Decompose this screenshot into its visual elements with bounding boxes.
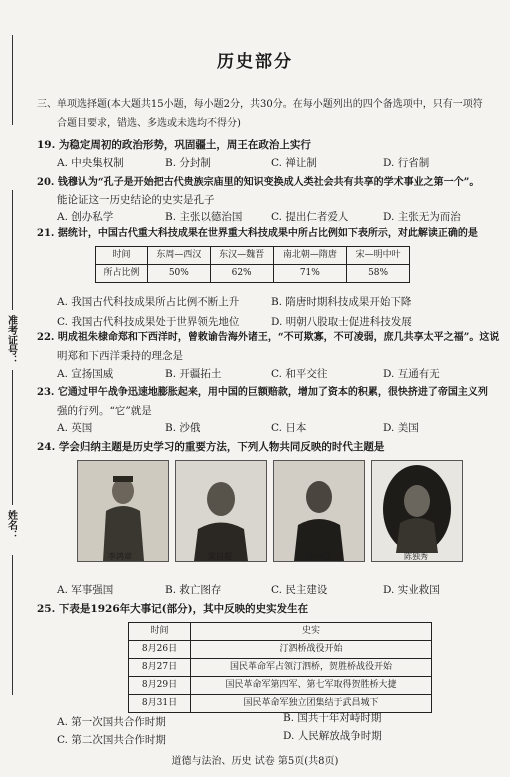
table-cell: 71% — [273, 265, 347, 283]
q24-option-b: B. 救亡图存 — [165, 584, 222, 596]
q19-option-d: D. 行省制 — [383, 157, 430, 169]
q23-option-a: A. 英国 — [57, 422, 93, 434]
table-cell: 国民革命军占领汀泗桥，贺胜桥战役开始 — [191, 659, 432, 677]
q24-option-d: D. 实业救国 — [383, 584, 440, 596]
q22-option-d: D. 互通有无 — [383, 368, 440, 380]
table-cell: 8月31日 — [129, 695, 191, 713]
q23-option-b: B. 沙俄 — [165, 422, 201, 434]
table-row — [96, 265, 410, 283]
portrait-liang-qichao — [175, 460, 267, 562]
table-row — [129, 641, 432, 659]
table-cell: 国民革命军独立团集结于武昌城下 — [191, 695, 432, 713]
q19-stem: 19. 为稳定周初的政治形势，巩固疆土，周王在政治上实行 — [37, 139, 311, 151]
q20-option-d: D. 主张无为而治 — [383, 211, 461, 223]
binding-line — [12, 35, 13, 125]
exam-number-label: 准考证号： — [5, 315, 17, 365]
q19-option-a: A. 中央集权制 — [57, 157, 124, 169]
table-row — [129, 659, 432, 677]
table-cell: 汀泗桥战役开始 — [191, 641, 432, 659]
table-cell: 国民革命军第四军、第七军取得贺胜桥大捷 — [191, 677, 432, 695]
table-header-row — [129, 623, 432, 641]
q21-option-d: D. 明朝八股取士促进科技发展 — [271, 316, 412, 328]
table-cell: 58% — [347, 265, 410, 283]
q24-stem: 24. 学会归纳主题是历史学习的重要方法，下列人物共同反映的时代主题是 — [37, 441, 385, 453]
table-cell: 所占比例 — [96, 265, 148, 283]
table-cell: 时间 — [96, 247, 148, 265]
q23-stem-line1: 23. 它通过甲午战争迅速地膨胀起来，用中国的巨额赔款，增加了资本的积累，很快挤进了帝国主义列 — [37, 387, 488, 398]
section-instructions-line1: 三、单项选择题(本大题共15小题，每小题2分，共30分。在每小题列出的四个备选项中，只有一项符 — [37, 99, 483, 110]
section-instructions-line2: 合题目要求，错选、多选或未选均不得分) — [57, 118, 241, 129]
table-row — [129, 677, 432, 695]
table-cell: 8月26日 — [129, 641, 191, 659]
binding-line — [12, 190, 13, 310]
q23-option-d: D. 美国 — [383, 422, 419, 434]
table-cell: 史实 — [191, 623, 432, 641]
caption-chen-duxiu: 陈独秀 — [404, 552, 428, 561]
q24-option-a: A. 军事强国 — [57, 584, 114, 596]
table-cell: 东汉—魏晋 — [210, 247, 273, 265]
q23-stem-line2: 强的行列。“它”就是 — [57, 405, 152, 417]
table-header-row — [96, 247, 410, 265]
q21-option-c: C. 我国古代科技成果处于世界领先地位 — [57, 316, 240, 328]
q20-stem-line2: 能论证这一历史结论的史实是孔子 — [57, 194, 215, 206]
q25-option-a: A. 第一次国共合作时期 — [57, 716, 166, 728]
portrait-li-hongzhang — [77, 460, 169, 562]
caption-liang-qichao: 梁启超 — [208, 552, 232, 561]
q22-option-c: C. 和平交往 — [271, 368, 328, 380]
q20-stem-line1: 20. 钱穆认为“孔子是开始把古代贵族宗庙里的知识变换成人类社会共有共享的学术事业之第一个”。 — [37, 177, 480, 188]
caption-li-hongzhang: 李鸿章 — [108, 552, 132, 561]
q25-option-b: B. 国共十年对峙时期 — [283, 712, 382, 724]
name-label: 姓名： — [5, 510, 17, 540]
q21-option-a: A. 我国古代科技成果所占比例不断上升 — [57, 296, 240, 308]
portrait-chen-duxiu — [371, 460, 463, 562]
table-cell: 时间 — [129, 623, 191, 641]
table-cell: 62% — [210, 265, 273, 283]
q25-stem: 25. 下表是1926年大事记(部分)，其中反映的史实发生在 — [37, 603, 309, 615]
page-footer: 道德与法治、历史 试卷 第5页(共8页) — [171, 756, 339, 767]
binding-line — [12, 555, 13, 695]
q20-option-c: C. 提出仁者爱人 — [271, 211, 349, 223]
table-row — [129, 695, 432, 713]
table-cell: 50% — [147, 265, 210, 283]
page-title: 历史部分 — [217, 52, 293, 72]
q21-option-b: B. 隋唐时期科技成果开始下降 — [271, 296, 412, 308]
q22-option-a: A. 宣扬国威 — [57, 368, 114, 380]
q20-option-a: A. 创办私学 — [57, 211, 114, 223]
table-cell: 东周—西汉 — [147, 247, 210, 265]
q25-events-table — [128, 622, 432, 713]
caption-sun-zhongshan: 孙中山 — [306, 552, 330, 561]
table-cell: 8月27日 — [129, 659, 191, 677]
q21-stats-table — [95, 246, 410, 283]
q22-stem-line2: 明郑和下西洋秉持的理念是 — [57, 350, 183, 362]
table-cell: 南北朝—隋唐 — [273, 247, 347, 265]
q23-option-c: C. 日本 — [271, 422, 307, 434]
portrait-sun-zhongshan — [273, 460, 365, 562]
q24-option-c: C. 民主建设 — [271, 584, 328, 596]
table-cell: 8月29日 — [129, 677, 191, 695]
binding-line — [12, 370, 13, 505]
q25-option-d: D. 人民解放战争时期 — [283, 730, 382, 742]
q21-stem: 21. 据统计，中国古代重大科技成果在世界重大科技成果中所占比例如下表所示，对此解读正确的是 — [37, 228, 478, 239]
table-cell: 宋—明中叶 — [347, 247, 410, 265]
q22-stem-line1: 22. 明成祖朱棣命郑和下西洋时，曾敕谕告海外诸王，“不可欺寡，不可凌弱，庶几共享太平之福”。这说 — [37, 332, 500, 343]
q19-option-b: B. 分封制 — [165, 157, 211, 169]
q25-option-c: C. 第二次国共合作时期 — [57, 734, 166, 746]
q22-option-b: B. 开疆拓土 — [165, 368, 222, 380]
q20-option-b: B. 主张以德治国 — [165, 211, 243, 223]
q19-option-c: C. 禅让制 — [271, 157, 317, 169]
